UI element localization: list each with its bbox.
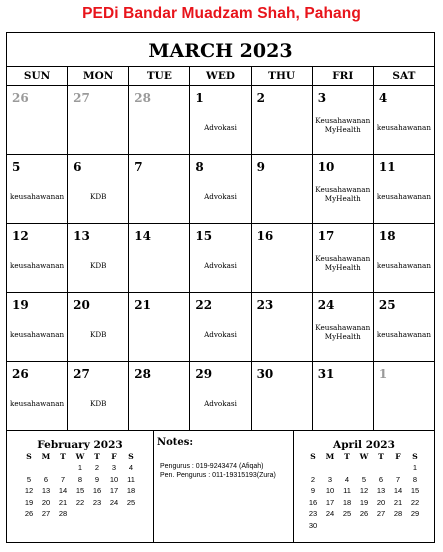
day-cell[interactable] [7,293,68,361]
day-number: 6 [73,160,82,174]
mini-calendar-day: 25 [126,497,136,507]
mini-calendar-header: F [395,452,401,461]
mini-calendar-day [72,508,89,520]
mini-calendar-day: 28 [393,509,403,519]
mini-calendar-day [339,520,356,532]
mini-calendar-table [21,451,140,520]
mini-calendar-header: T [378,452,384,461]
day-number: 25 [378,298,396,312]
day-number: 4 [378,91,388,105]
mini-calendar-day: 27 [41,509,51,519]
mini-calendar-day: 20 [41,497,51,507]
event-label: KDB [90,192,107,201]
mini-calendar-day: 20 [376,497,386,507]
day-number: 27 [73,91,90,105]
mini-calendar-day: 23 [308,509,318,519]
day-number: 13 [73,229,90,243]
mini-calendar-header: S [26,452,32,461]
day-cell[interactable] [374,362,434,430]
mini-calendar-day: 22 [75,497,85,507]
day-number: 20 [73,298,90,312]
mini-calendar-day: 19 [359,497,369,507]
mini-calendar-header: S [128,452,134,461]
mini-calendar-header: S [412,452,418,461]
mini-calendar-day [89,508,106,520]
event-label: keusahawanan [376,123,431,132]
event-label: keusahawanan [10,192,65,201]
event-label: KDB [90,399,107,408]
event-label: keusahawanan [376,192,431,201]
mini-calendar-day [305,462,322,474]
day-number: 2 [256,91,265,105]
mini-calendar-day: 2 [310,474,316,484]
mini-calendar-header: W [359,452,369,461]
day-number: 30 [256,367,274,381]
day-cell[interactable] [190,293,251,361]
mini-calendar-day: 22 [410,497,420,507]
day-cell[interactable] [374,293,434,361]
day-cell[interactable] [374,86,434,154]
mini-calendar-day: 21 [393,497,403,507]
day-cell[interactable] [7,86,68,154]
mini-calendar-header: M [41,452,51,461]
month-grid [7,66,434,431]
mini-calendar-february [7,431,153,542]
day-cell[interactable] [190,362,251,430]
mini-calendar-day: 16 [92,486,102,496]
day-number: 15 [195,229,213,243]
mini-calendar-day: 7 [60,474,66,484]
mini-calendar-day: 11 [127,474,135,484]
week-row [7,362,434,431]
bottom-panel [7,431,434,542]
mini-calendar-day: 30 [308,520,318,530]
event-label: Advokasi [204,399,237,408]
day-cell[interactable] [7,224,68,292]
mini-calendar-day [356,520,373,532]
event-label: Advokasi [204,192,237,201]
mini-calendar-day [38,462,55,474]
day-cell[interactable] [374,224,434,292]
mini-calendar-day: 18 [342,497,352,507]
notes-title: Notes: [157,437,194,448]
day-number: 10 [317,160,335,174]
mini-calendar-day [21,462,38,474]
mini-calendar-day: 13 [41,486,51,496]
day-number: 8 [195,160,204,174]
event-label: Keusahawanan MyHealth [315,254,371,272]
mini-calendar-day [390,520,407,532]
mini-calendar-day: 4 [344,474,350,484]
week-row [7,224,434,293]
mini-calendar-day: 15 [75,486,85,496]
event-label: keusahawanan [10,330,65,339]
day-number: 22 [195,298,213,312]
day-cell[interactable] [252,293,313,361]
mini-calendar-header: F [111,452,117,461]
dow-sun: SUN [7,67,68,85]
day-number: 11 [378,160,396,174]
note-line: Pengurus : 019-9243474 (Afiqah) [160,463,264,470]
day-cell[interactable] [190,86,251,154]
day-number: 26 [12,367,29,381]
event-label: KDB [90,261,107,270]
day-cell[interactable] [129,224,190,292]
event-label: Keusahawanan MyHealth [315,185,371,203]
mini-calendar-day: 28 [58,509,68,519]
day-of-week-header [7,66,434,86]
day-cell[interactable] [252,224,313,292]
note-line: Pen. Pengurus : 011-19315193(Zura) [160,472,276,479]
day-number: 26 [12,91,29,105]
day-number: 14 [134,229,151,243]
mini-calendar-day: 14 [58,486,68,496]
dow-sat: SAT [392,70,416,82]
event-label: keusahawanan [10,261,65,270]
mini-calendar-day: 7 [395,474,401,484]
mini-calendar-day: 9 [310,486,316,496]
mini-calendar-day: 24 [325,509,335,519]
mini-calendar-day: 24 [109,497,119,507]
day-cell[interactable] [129,86,190,154]
mini-calendar-day [322,462,339,474]
day-cell[interactable] [374,155,434,223]
week-row [7,155,434,224]
day-number: 18 [378,229,396,243]
day-number: 7 [134,160,143,174]
mini-calendar-day: 2 [94,463,100,473]
mini-calendar-day: 3 [327,474,333,484]
mini-calendar-day: 26 [359,509,369,519]
mini-calendar-day [123,508,140,520]
day-cell[interactable] [252,362,313,430]
mini-calendar-day [55,462,72,474]
event-label: keusahawanan [10,399,65,408]
dow-fri: FRI [313,67,374,85]
day-number: 28 [134,91,151,105]
day-cell[interactable] [68,224,129,292]
day-number: 1 [378,367,388,381]
mini-calendar-day [356,462,373,474]
day-number: 31 [317,367,335,381]
day-number: 27 [73,367,90,381]
mini-calendar-day [373,462,390,474]
event-label: Keusahawanan MyHealth [315,323,371,341]
mini-calendar-day [106,508,123,520]
day-cell[interactable] [190,155,251,223]
day-cell[interactable] [252,155,313,223]
day-cell[interactable] [68,86,129,154]
mini-calendar-day: 27 [376,509,386,519]
day-cell[interactable] [313,224,374,292]
mini-calendar-day: 10 [109,474,119,484]
mini-calendar-day: 6 [43,474,49,484]
event-label: Keusahawanan MyHealth [315,116,371,134]
day-cell[interactable] [68,362,129,430]
day-number: 5 [12,160,21,174]
mini-calendar-header: W [75,452,85,461]
day-number: 12 [12,229,29,243]
mini-calendar-day: 23 [92,497,102,507]
mini-calendar-header: S [310,452,316,461]
day-number: 3 [317,91,327,105]
mini-calendar-day: 18 [126,486,136,496]
day-cell[interactable] [129,293,190,361]
mini-calendar-day: 12 [359,486,369,496]
mini-calendar-day [407,520,424,532]
mini-calendar-day: 26 [24,509,34,519]
day-cell[interactable] [313,86,374,154]
mini-calendar-day: 11 [343,486,351,496]
day-cell[interactable] [190,224,251,292]
event-label: Advokasi [204,330,237,339]
mini-calendar-day: 17 [109,486,119,496]
mini-calendar-day [373,520,390,532]
day-cell[interactable] [129,155,190,223]
mini-calendar-day: 13 [376,486,386,496]
mini-calendar-day: 8 [77,474,83,484]
day-cell[interactable] [313,155,374,223]
mini-calendar-header: T [94,452,100,461]
day-cell[interactable] [68,155,129,223]
event-label: Advokasi [204,261,237,270]
day-cell[interactable] [313,293,374,361]
event-label: Advokasi [204,123,237,132]
week-row [7,86,434,155]
dow-thu: THU [252,67,313,85]
dow-mon: MON [68,67,129,85]
day-cell[interactable] [129,362,190,430]
event-label: keusahawanan [376,261,431,270]
event-label: keusahawanan [376,330,431,339]
day-cell[interactable] [68,293,129,361]
mini-calendar-day: 12 [24,486,34,496]
day-number: 17 [317,229,335,243]
mini-calendar-day [322,520,339,532]
mini-calendar-day: 19 [24,497,34,507]
notes-section [154,431,292,542]
dow-wed: WED [190,67,251,85]
mini-calendar-day [390,462,407,474]
day-number: 19 [12,298,29,312]
day-number: 9 [256,160,265,174]
mini-calendar-day: 5 [361,474,367,484]
mini-calendar-day: 14 [393,486,403,496]
mini-calendar-day: 17 [325,497,335,507]
mini-calendar-day [339,462,356,474]
mini-calendar-day: 15 [410,486,420,496]
mini-calendar-day: 25 [342,509,352,519]
mini-calendar-day: 16 [308,497,318,507]
mini-calendar-header: T [60,452,66,461]
mini-calendar-header: T [344,452,350,461]
day-number: 1 [195,91,204,105]
page-header: PEDi Bandar Muadzam Shah, Pahang [82,5,361,22]
mini-calendar-day: 6 [378,474,384,484]
day-number: 21 [134,298,151,312]
mini-calendar-title: April 2023 [333,439,395,451]
day-cell[interactable] [7,155,68,223]
mini-calendar-table [305,451,424,531]
mini-calendar-day: 1 [77,463,83,473]
mini-calendar-day: 10 [325,486,335,496]
day-number: 29 [195,367,213,381]
mini-calendar-day: 21 [58,497,68,507]
day-number: 24 [317,298,335,312]
day-cell[interactable] [252,86,313,154]
mini-calendar-day: 4 [128,463,134,473]
day-number: 23 [256,298,274,312]
calendar-frame [6,32,435,543]
week-row [7,293,434,362]
day-number: 28 [134,367,151,381]
mini-calendar-day: 3 [111,463,117,473]
month-title: MARCH 2023 [148,40,293,62]
mini-calendar-header: M [325,452,335,461]
mini-calendar-april [294,431,434,542]
dow-tue: TUE [129,67,190,85]
mini-calendar-title: February 2023 [37,439,123,451]
day-cell[interactable] [7,362,68,430]
day-number: 16 [256,229,274,243]
mini-calendar-day: 5 [26,474,32,484]
day-cell[interactable] [313,362,374,430]
mini-calendar-day: 1 [412,463,418,473]
mini-calendar-day: 29 [410,509,420,519]
mini-calendar-day: 8 [412,474,418,484]
event-label: KDB [90,330,107,339]
mini-calendar-day: 9 [94,474,100,484]
